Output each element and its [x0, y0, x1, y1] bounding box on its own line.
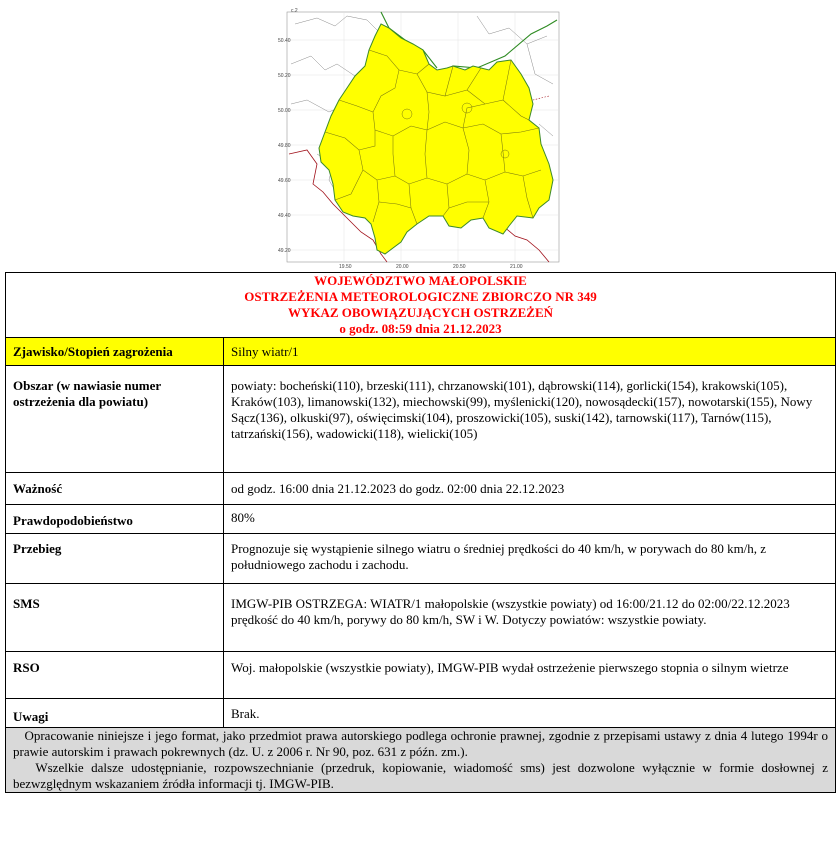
row-zjawisko: [6, 338, 836, 366]
lon-tick: 20.00: [396, 264, 409, 270]
lon-tick: 20.50: [453, 264, 466, 270]
lon-tick: 21.00: [510, 264, 523, 270]
label-przebieg: Przebieg: [6, 534, 224, 584]
value-waznosc: od godz. 16:00 dnia 21.12.2023 do godz. 02:00 dnia 22.12.2023: [224, 473, 836, 505]
lon-tick: 19.50: [339, 264, 352, 270]
label-obszar: Obszar (w nawiasie numer ostrzeżenia dla powiatu): [6, 366, 224, 473]
map-svg: [277, 4, 563, 270]
copyright-text-2: Wszelkie dalsze udostępnianie, rozpowszechnianie (przedruk, kopiowanie, wiadomość sms) jest dozwolone wyłącznie w formie dosłownej z bezwzględnym wskazaniem źródła informacji tj. IMGW-PIB.: [13, 760, 829, 791]
lat-tick: 49.40: [278, 213, 291, 219]
label-prawdopodobienstwo: Prawdopodobieństwo: [6, 505, 224, 534]
warning-map: [277, 4, 563, 270]
distribution-paragraph: [13, 760, 828, 792]
row-sms: [6, 584, 836, 652]
value-rso: Woj. małopolskie (wszystkie powiaty), IMGW-PIB wydał ostrzeżenie pierwszego stopnia o silnym wietrze: [224, 652, 836, 699]
header-row: [6, 273, 836, 338]
row-obszar: [6, 366, 836, 473]
copyright-text-1: Opracowanie niniejsze i jego format, jako przedmiot prawa autorskiego podlega ochronie prawnej, zgodnie z przepisami ustawy z dnia 4 lutego 1994r o prawie autorskim i prawach pokrewnych (dz. U. z 2006 r. Nr 90, poz. 631 z późn. zm.).: [13, 728, 829, 759]
header-subtitle: WYKAZ OBOWIĄZUJĄCYCH OSTRZEŻEŃ: [287, 305, 554, 320]
warning-header: [6, 273, 836, 338]
lat-tick: 50.00: [278, 108, 291, 114]
label-waznosc: Ważność: [6, 473, 224, 505]
value-uwagi: Brak.: [224, 699, 836, 728]
lat-tick: 49.80: [278, 143, 291, 149]
label-zjawisko: Zjawisko/Stopień zagrożenia: [6, 338, 224, 366]
copyright-paragraph: [13, 728, 828, 760]
label-sms: SMS: [6, 584, 224, 652]
label-uwagi: Uwagi: [6, 699, 224, 728]
footer-row: [6, 728, 836, 793]
lat-tick: 49.60: [278, 178, 291, 184]
map-corner-label: c.2: [291, 8, 298, 14]
value-prawdopodobienstwo: 80%: [224, 505, 836, 534]
value-sms: IMGW-PIB OSTRZEGA: WIATR/1 małopolskie (wszystkie powiaty) od 16:00/21.12 do 02:00/22.12.2023 prędkość do 40 km/h, porywy do 80 km/h, SW i W. Dotyczy powiatów: wszystkie powiaty.: [224, 584, 836, 652]
copyright-footer: [6, 728, 836, 793]
lat-tick: 50.20: [278, 73, 291, 79]
lat-tick: 49.20: [278, 248, 291, 254]
lat-tick: 50.40: [278, 38, 291, 44]
row-uwagi: [6, 699, 836, 728]
value-przebieg: Prognozuje się wystąpienie silnego wiatru o średniej prędkości do 40 km/h, w porywach do 80 km/h, z południowego zachodu i zachodu.: [224, 534, 836, 584]
header-timestamp: o godz. 08:59 dnia 21.12.2023: [339, 321, 502, 336]
label-rso: RSO: [6, 652, 224, 699]
row-prawdopodobienstwo: [6, 505, 836, 534]
row-rso: [6, 652, 836, 699]
value-obszar: powiaty: bocheński(110), brzeski(111), chrzanowski(101), dąbrowski(114), gorlicki(154), krakowski(105), Kraków(103), limanowski(132), miechowski(99), myślenicki(120), nowosądecki(157), nowotarski(155), Nowy Sącz(136), olkuski(97), oświęcimski(104), proszowicki(105), suski(142), tarnowski(117), Tarnów(115), tatrzański(156), wadowicki(118), wielicki(105): [224, 366, 836, 473]
header-title: OSTRZEŻENIA METEOROLOGICZNE ZBIORCZO NR 349: [244, 289, 597, 304]
row-przebieg: [6, 534, 836, 584]
row-waznosc: [6, 473, 836, 505]
warning-table: [5, 272, 836, 793]
header-region: WOJEWÓDZTWO MAŁOPOLSKIE: [314, 273, 527, 288]
value-zjawisko: Silny wiatr/1: [224, 338, 836, 366]
